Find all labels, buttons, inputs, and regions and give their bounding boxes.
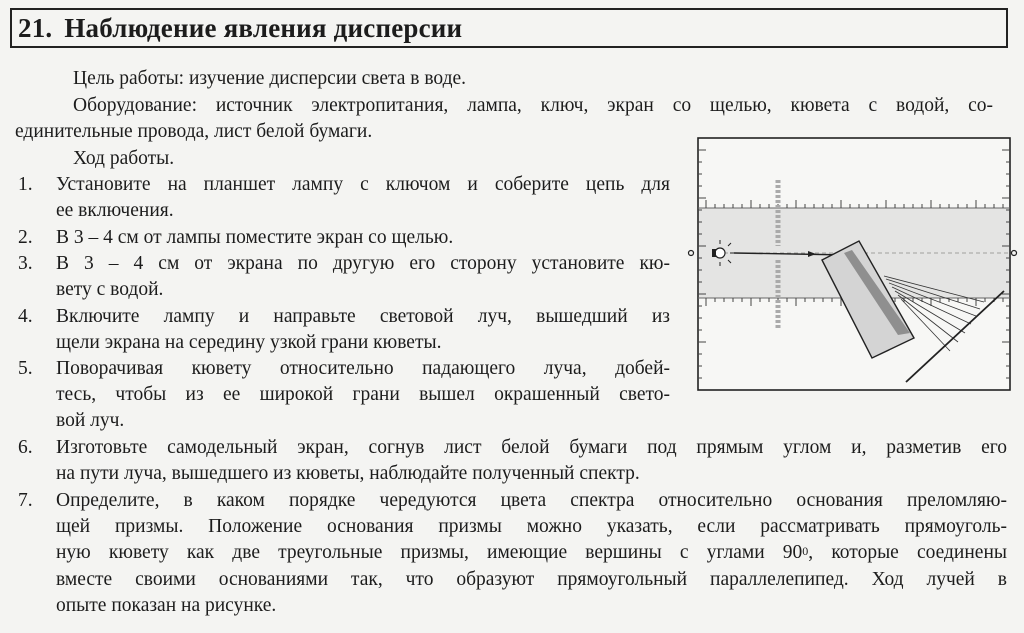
procedure-heading: Ход работы. (73, 148, 175, 169)
step-7-line-2: щей призмы. Положение основания призмы можно указать, если рассматривать прямоуголь- (56, 516, 1007, 537)
dispersion-experiment-figure (684, 136, 1018, 394)
step-6-number: 6. (18, 437, 33, 458)
step-6-line-1: Изготовьте самодельный экран, согнув лист белой бумаги под прямым углом и, разметив его (56, 437, 1007, 458)
step-7-number: 7. (18, 490, 33, 511)
goal-line: Цель работы: изучение дисперсии света в воде. (73, 68, 467, 89)
step-7-line-4: вместе своими основаниями так, что образуют прямоугольный параллелепипед. Ход лучей в (56, 569, 1007, 590)
step-5-line-2: тесь, чтобы из ее широкой грани вышел окрашенный свето- (56, 384, 670, 405)
step-5-number: 5. (18, 358, 33, 379)
title-number: 21. (18, 12, 53, 43)
step-7-line-3-tail: которые соединены (831, 542, 1007, 563)
step-4-line-1: Включите лампу и направьте световой луч, вышедший из (56, 306, 670, 327)
step-3-number: 3. (18, 253, 33, 274)
title-text: Наблюдение явления дисперсии (64, 12, 463, 43)
step-1-number: 1. (18, 174, 33, 195)
step-5-line-1: Поворачивая кювету относительно падающего луча, добей- (56, 358, 670, 379)
step-1-line-1: Установите на планшет лампу с ключом и соберите цепь для (56, 174, 670, 195)
angle-degree-superscript: 0 (802, 544, 809, 558)
left-axis-marker (689, 251, 694, 256)
step-2-number: 2. (18, 227, 33, 248)
step-1-line-2: ее включения. (56, 200, 174, 221)
step-6-line-2: на пути луча, вышедшего из кюветы, наблюдайте полученный спектр. (56, 463, 640, 484)
step-7-line-3-comma: , (808, 542, 814, 563)
step-5-line-3: вой луч. (56, 410, 125, 431)
step-3-line-1: В 3 – 4 см от экрана по другую его сторону установите кю- (56, 253, 670, 274)
step-7-line-3-text: ную кювету как две треугольные призмы, имеющие вершины с углами 90 (56, 542, 803, 563)
equipment-line-1: Оборудование: источник электропитания, лампа, ключ, экран со щелью, кювета с водой, со- (73, 95, 993, 116)
step-4-number: 4. (18, 306, 33, 327)
step-7-line-3 (56, 540, 1007, 566)
title-box (10, 8, 1008, 48)
step-2-line-1: В 3 – 4 см от лампы поместите экран со щелью. (56, 227, 454, 248)
step-7-line-1: Определите, в каком порядке чередуются цвета спектра относительно основания преломляю- (56, 490, 1007, 511)
step-3-line-2: вету с водой. (56, 279, 164, 300)
equipment-line-2: единительные провода, лист белой бумаги. (15, 121, 373, 142)
step-4-line-2: щели экрана на середину узкой грани кюветы. (56, 332, 442, 353)
step-7-line-5: опыте показан на рисунке. (56, 595, 277, 616)
right-axis-marker (1012, 251, 1017, 256)
